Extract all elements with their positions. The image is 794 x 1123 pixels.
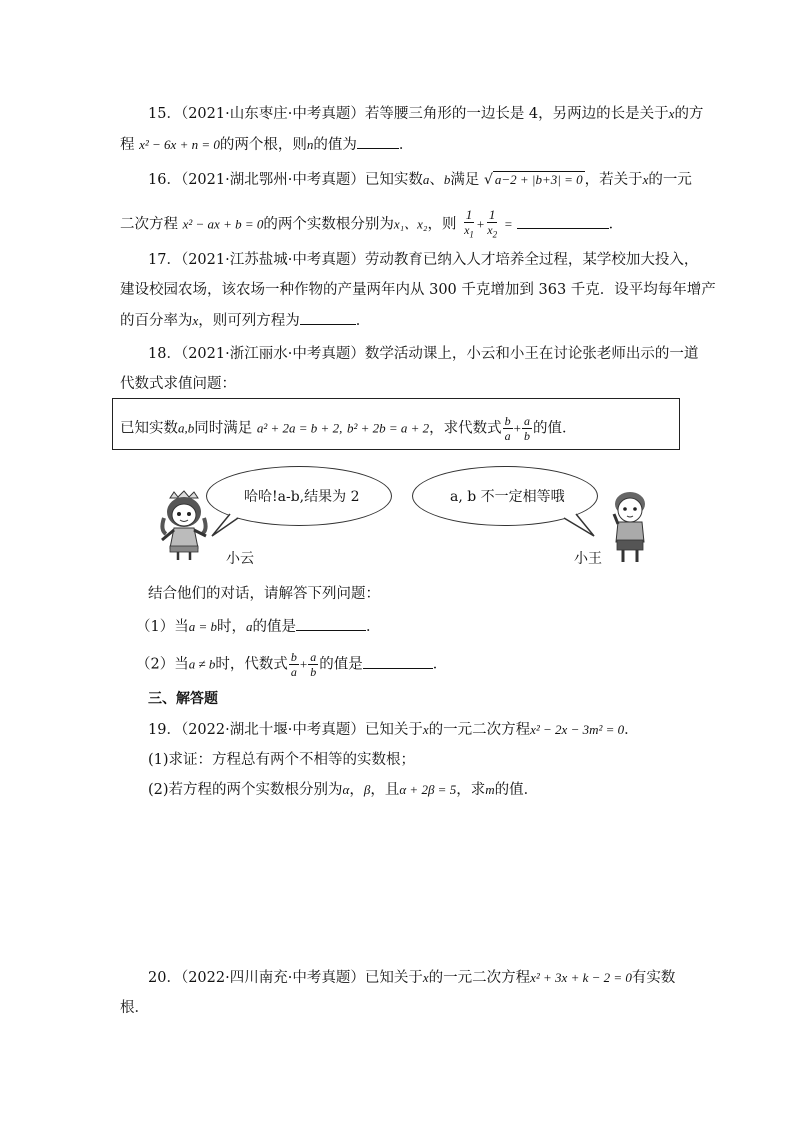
q20-line1: [148, 968, 675, 988]
q16-equation: x² − ax + b = 0: [182, 216, 264, 232]
q17-period: ．: [355, 313, 371, 329]
q16-text6: 的两个实数根分别为: [263, 216, 394, 233]
q18-p1-cond: a = b: [188, 619, 218, 634]
q18-p2-answer-blank[interactable]: [363, 654, 433, 669]
q18-p1-text2: 时，: [217, 619, 247, 635]
q18-p1-text1: （1）当: [136, 619, 189, 635]
q19-p2-text1: (2)若方程的两个实数根分别为: [148, 782, 343, 798]
q16-text3: ，若关于: [584, 172, 643, 188]
q18-line2: [120, 374, 236, 394]
girl-character-icon: [156, 490, 212, 562]
q18-box-ab: a,b: [178, 420, 195, 436]
q18-line1: [148, 344, 698, 364]
q19-condition: α + 2β = 5: [399, 782, 457, 797]
q18-box-frac-ab: $\frac{a}{b}$: [524, 414, 530, 443]
q16-answer-blank[interactable]: [517, 214, 609, 229]
q20-var-x: x: [422, 970, 429, 985]
q18-box-eq1: a² + 2a = b + 2,: [256, 420, 343, 436]
q18-box-text4: 的值．: [533, 420, 577, 437]
q18-p2-cond: a ≠ b: [188, 656, 216, 672]
q18-p1-period: ．: [366, 619, 381, 635]
q17-var-x: x: [192, 313, 199, 328]
q15-answer-blank[interactable]: [357, 134, 399, 149]
q18-p1-text3: 的值是: [252, 619, 297, 635]
speech-tail-left: [210, 512, 240, 538]
q18-prompt: [148, 584, 380, 604]
q19-text1: 19．（2022·湖北十堰·中考真题）已知关于: [148, 722, 423, 738]
q17-text1: 17．（2021·江苏盐城·中考真题）劳动教育已纳入人才培养全过程，某学校加大投入，: [148, 252, 699, 268]
q17-text3: 的百分率为: [120, 313, 193, 329]
q16-fraction-1: $\frac{1}{x_1}$: [464, 207, 474, 240]
q16-period: ．: [608, 216, 624, 233]
q20-equation: x² + 3x + k − 2 = 0: [530, 970, 632, 985]
q15-text3: 的两个根，则: [219, 137, 307, 153]
q19-var-x: x: [422, 722, 429, 737]
q16-equals: =: [504, 216, 513, 232]
q18-text2: 代数式求值问题：: [120, 376, 236, 392]
q19-comma: ，: [349, 782, 364, 798]
q15-text2: 程: [120, 137, 135, 153]
q19-p1-text: (1)求证：方程总有两个不相等的实数根；: [148, 752, 416, 768]
q18-box-frac-ba: $\frac{b}{a}$: [504, 414, 511, 443]
q16-fraction-2: $\frac{1}{x_2}$: [487, 207, 498, 240]
speech-tail-right: [560, 512, 596, 538]
q15-text-end: 的方: [674, 106, 704, 122]
q17-line2: [120, 280, 716, 300]
q16-text5: 二次方程: [120, 216, 178, 233]
q19-p2-text4: 的值．: [494, 782, 539, 798]
q16-var-b: b: [443, 172, 451, 187]
q19-line1: [148, 720, 639, 740]
radical-icon: √: [483, 172, 493, 188]
q19-beta: β: [363, 782, 371, 797]
q15-var-n: n: [306, 137, 314, 152]
q18-box-text2: 同时满足: [194, 420, 253, 437]
q16-roots: x₁、x₂: [393, 216, 428, 232]
q20-text3: 有实数: [631, 970, 676, 986]
q18-box-line: 已知实数a,b同时满足 a² + 2a = b + 2, b² + 2b = a + 2，求代数式 $\frac{b}{a}$ + $\frac{a}{b}$ 的值．: [120, 414, 577, 443]
q19-var-m: m: [485, 782, 495, 797]
q17-answer-blank[interactable]: [300, 310, 356, 325]
q15-line1: [148, 104, 703, 124]
q16-var-a: a: [422, 172, 430, 187]
q17-line3: [120, 310, 370, 331]
q18-part1: [136, 616, 381, 637]
q16-text4: 的一元: [648, 172, 692, 188]
q17-text4: ，则可列方程为: [198, 313, 300, 329]
section-heading-answers: 三、解答题: [148, 691, 218, 707]
q15-var-x: x: [668, 106, 675, 121]
q16-condition: a−2 + |b+3| = 0: [494, 172, 583, 187]
q16-sep: 、: [429, 172, 444, 188]
q15-line2: [120, 134, 413, 155]
bubble-left-text: 哈哈!a-b,结果为 2: [244, 489, 360, 505]
q19-part1: [148, 750, 415, 770]
q20-line2: [120, 998, 149, 1018]
q18-text1: 18．（2021·浙江丽水·中考真题）数学活动课上，小云和小王在讨论张老师出示的一道: [148, 346, 699, 362]
q19-alpha: α: [342, 782, 350, 797]
q19-part2: [148, 780, 538, 800]
q18-p1-answer-blank[interactable]: [296, 616, 366, 631]
q18-p1-var-a: a: [246, 619, 253, 634]
q19-p2-text2: ，且: [370, 782, 400, 798]
q17-text2: 建设校园农场，该农场一种作物的产量两年内从 300 千克增加到 363 千克．设平均每年增产: [120, 282, 716, 298]
q18-part2: （2）当a ≠ b时，代数式 $\frac{b}{a}$ + $\frac{a}{b}$ 的值是 ．: [136, 650, 448, 679]
name-xiaoyun: 小云: [226, 551, 254, 567]
q15-text4: 的值为: [313, 137, 357, 153]
q19-text2: 的一元二次方程: [428, 722, 531, 738]
q19-p2-text3: ，求: [456, 782, 486, 798]
bubble-right-text: a, b 不一定相等哦: [450, 489, 565, 505]
q18-p2-frac-ba: $\frac{b}{a}$: [290, 650, 297, 679]
q16-line1: [148, 170, 692, 190]
q18-p2-text1: （2）当: [136, 656, 189, 673]
q18-box-text1: 已知实数: [120, 420, 178, 437]
q19-equation: x² − 2x − 3m² = 0: [530, 722, 625, 737]
q20-text2: 的一元二次方程: [428, 970, 531, 986]
q18-p2-frac-ab: $\frac{a}{b}$: [310, 650, 317, 679]
q18-p2-text2: 时，代数式: [215, 656, 288, 673]
q15-equation: x² − 6x + n = 0: [139, 137, 220, 152]
q15-period: ．: [398, 137, 414, 153]
q19-period: ．: [624, 722, 639, 738]
q18-p2-period: ．: [432, 656, 448, 673]
q18-box-text3: ，求代数式: [429, 420, 502, 437]
q18-prompt-text: 结合他们的对话，请解答下列问题：: [148, 586, 380, 602]
q20-text1: 20．（2022·四川南充·中考真题）已知关于: [148, 970, 423, 986]
q18-box-eq2: b² + 2b = a + 2: [346, 420, 430, 436]
boy-character-icon: [604, 488, 656, 564]
q16-var-x: x: [642, 172, 649, 187]
q16-text7: ，则: [427, 216, 457, 233]
q17-line1: [148, 250, 698, 270]
q16-text2: 满足: [450, 172, 480, 188]
q20-text4: 根．: [120, 1000, 149, 1016]
q15-text: 15．（2021·山东枣庄·中考真题）若等腰三角形的一边长是 4，另两边的长是关于: [148, 106, 669, 122]
name-xiaowang: 小王: [574, 551, 602, 567]
q16-text: 16．（2021·湖北鄂州·中考真题）已知实数: [148, 172, 423, 188]
q18-p2-text3: 的值是: [319, 656, 363, 673]
q16-line2: 二次方程 x² − ax + b = 0的两个实数根分别为x₁、x₂，则 $\frac{1}{x_1}$ + $\frac{1}{x_2}$ = ．: [120, 207, 624, 240]
